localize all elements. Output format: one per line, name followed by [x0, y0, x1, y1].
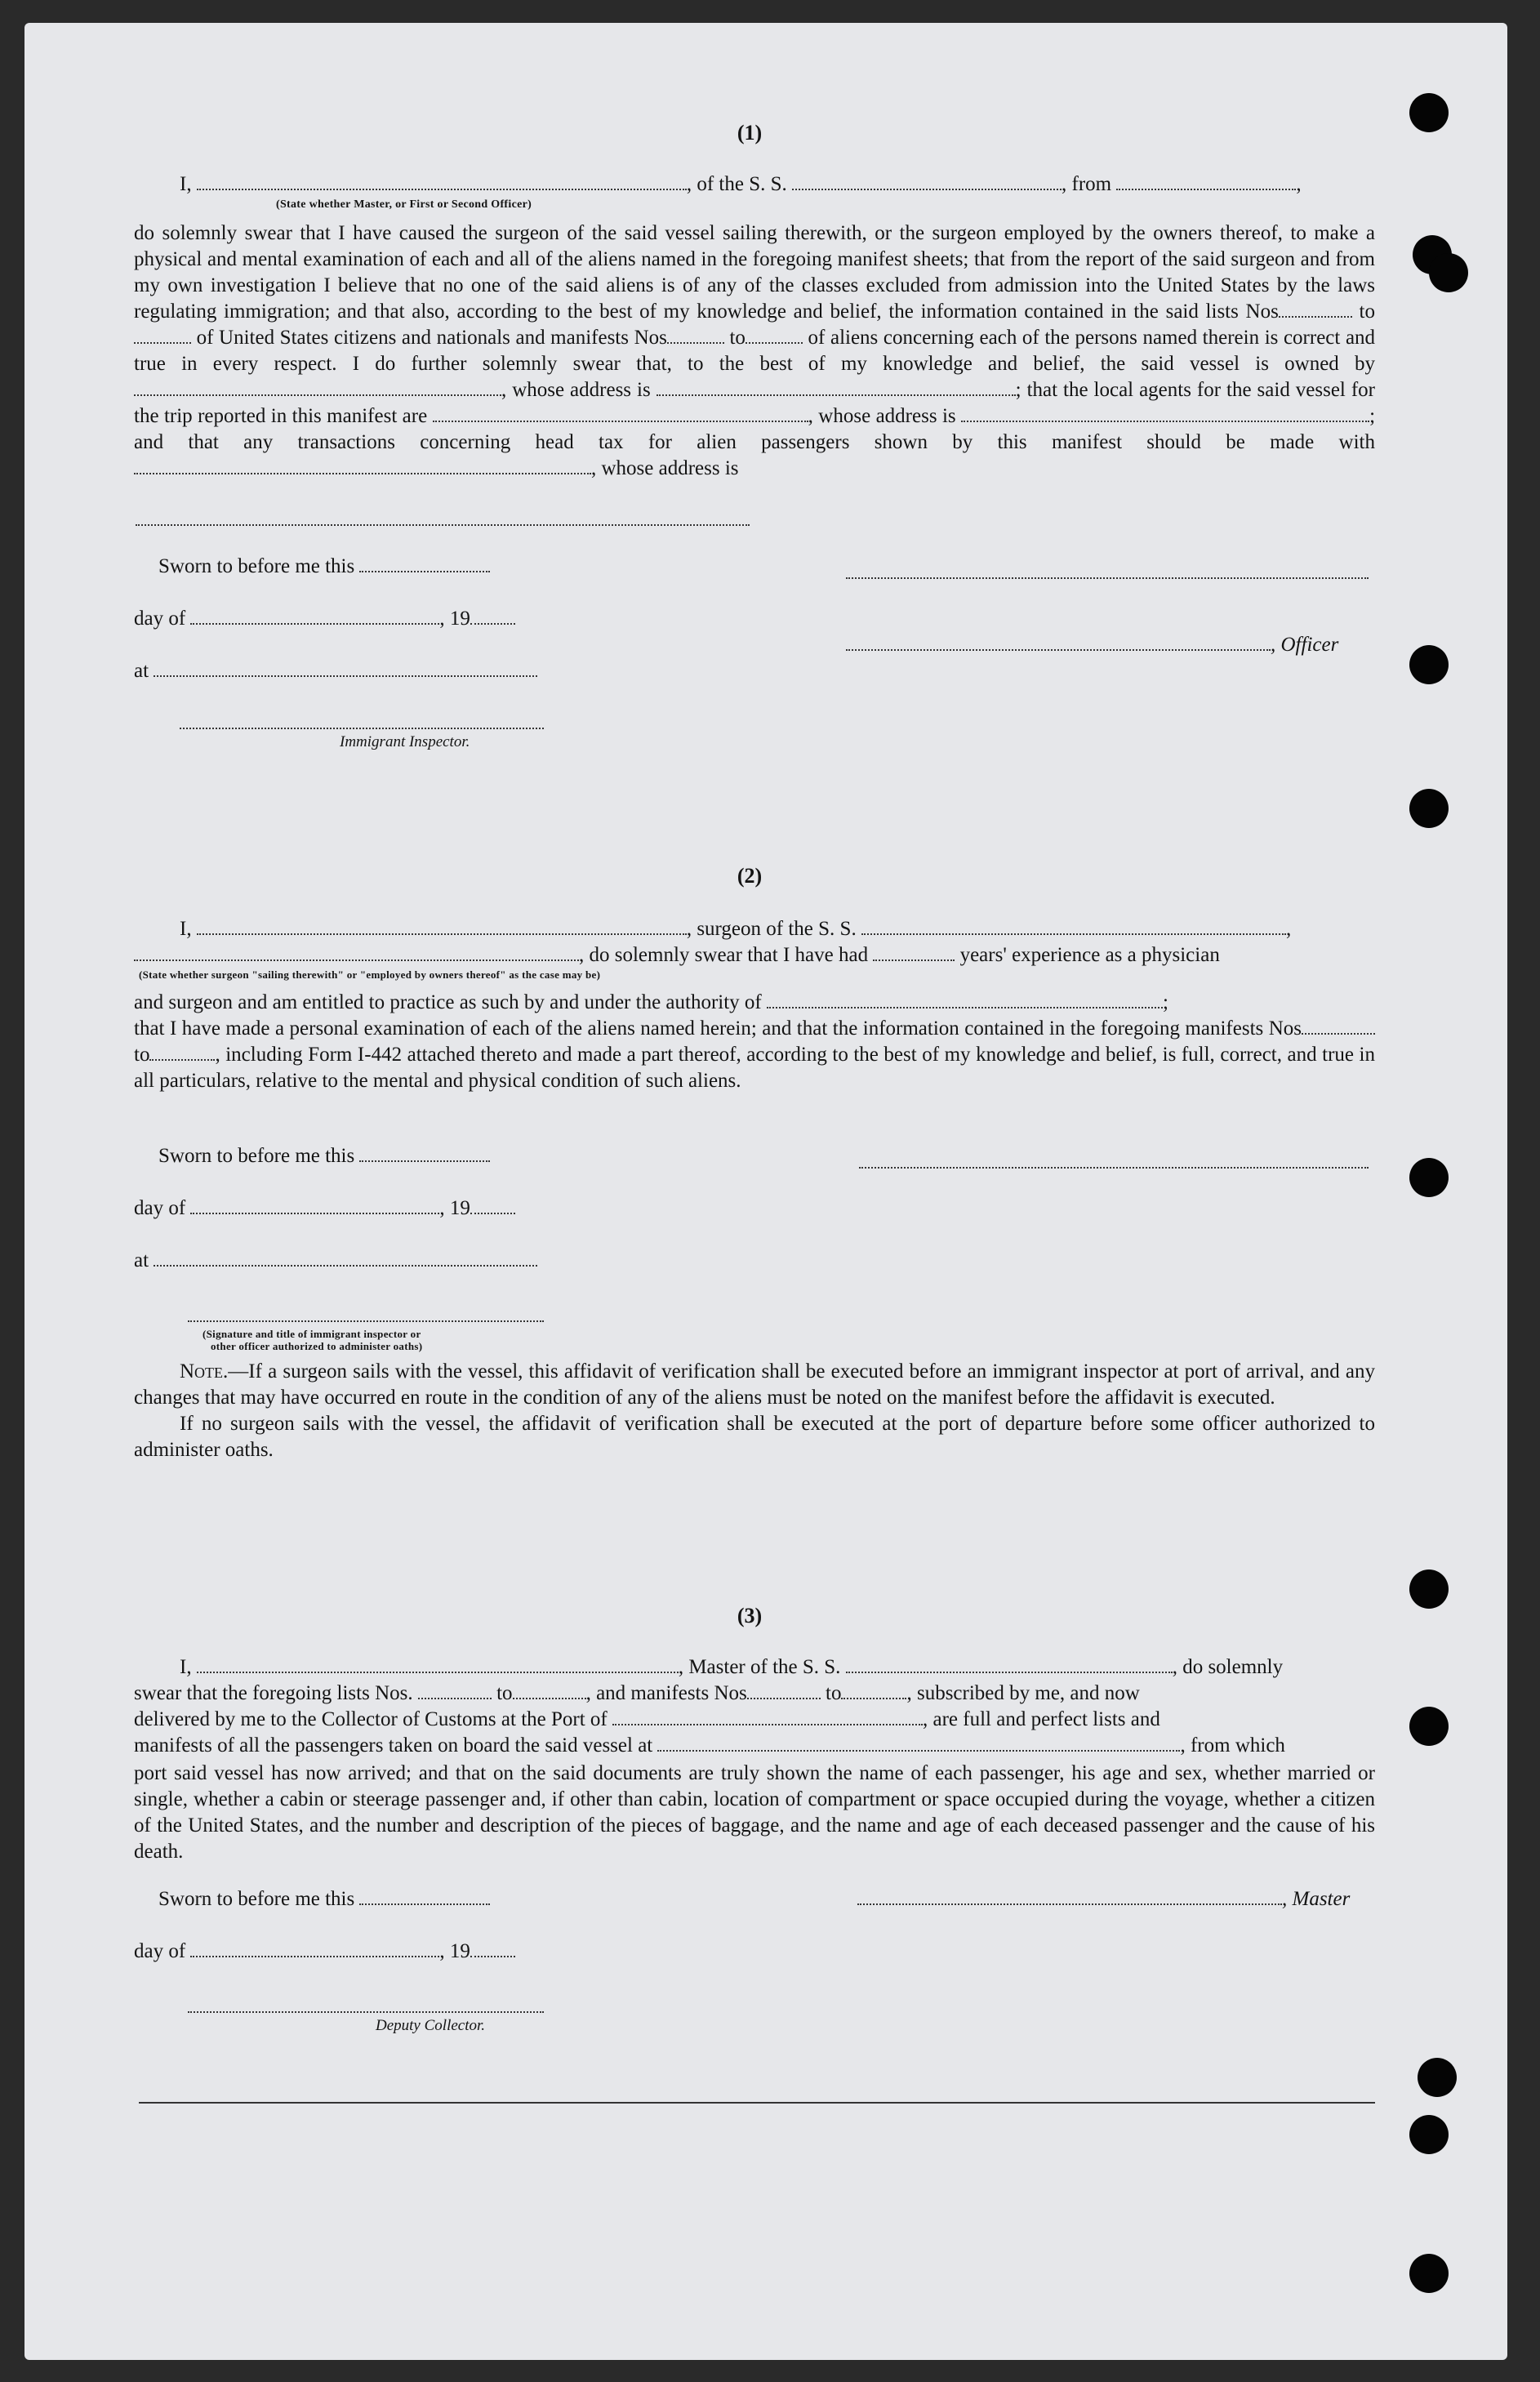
s2-manifest-from-field[interactable]: [1302, 1032, 1375, 1035]
s3-day: day of , 19: [134, 1940, 515, 1963]
binder-hole: [1409, 1158, 1449, 1197]
manifests-from-field[interactable]: [667, 341, 724, 344]
s3-sworn-date-field[interactable]: [359, 1903, 490, 1905]
owner-field[interactable]: [134, 394, 501, 396]
s3-line2: swear that the foregoing lists Nos. to , and manifests Nos to , subscribed by me, and now: [134, 1682, 1140, 1704]
section-3-body: port said vessel has now arrived; and that on the said documents are truly shown the name of each passenger, his age and sex, whether married or single, whether a cabin or steerage passenger and, if other than cabin, location of compartment or space occupied during the voyage, whether a citizen of the United States, and the number and description of the pieces of baggage, and the name and age of each deceased passenger and the cause of his death.: [134, 1762, 1375, 1863]
s2-ship-name-field[interactable]: [861, 933, 1286, 935]
location-field[interactable]: [154, 675, 537, 677]
binder-hole: [1409, 2115, 1449, 2154]
s2-month-field[interactable]: [190, 1212, 439, 1214]
s3-line1: I, , Master of the S. S. , do solemnly: [180, 1656, 1284, 1678]
binder-hole: [1409, 645, 1449, 684]
officer-signature-field[interactable]: [846, 648, 1271, 651]
section-1-body: do solemnly swear that I have caused the surgeon of the said vessel sailing therewith, or the surgeon employed by the owners thereof, to make a physical and mental examination of each and all of the aliens named in the foregoing manifest sheets; that from the report of the said surgeon and from my own investigation I believe that no one of the said aliens is of any of the classes excluded from admission into the United States by the laws regulating immigration; and that also, according to the best of my knowledge and belief, the information contained in the said lists Nos to of United States citizens and nationals and manifests Nos to of aliens concerning each of the persons named therein is correct and true in every respect. I do further solemnly swear that, to the best of my knowledge and belief, the said vessel is owned by , whose address is ; that the local agents for the said vessel for the trip reported in this manifest are , whose address is ; and that any transactions concerning head tax for alien passengers shown by this manifest should be made with , whose address is: [134, 222, 1376, 479]
section-1-number: (1): [737, 121, 763, 145]
agents-address-field[interactable]: [961, 420, 1369, 422]
surgeon-name-field[interactable]: [197, 933, 687, 935]
officer-rank-field[interactable]: [197, 188, 687, 190]
s3-line3: delivered by me to the Collector of Customs at the Port of , are full and perfect lists and: [134, 1708, 1160, 1730]
lists-from-field[interactable]: [1279, 315, 1352, 318]
manifests-to-field[interactable]: [746, 341, 803, 344]
section-2-body: that I have made a personal examination of each of the aliens named herein; and that the information contained in the foregoing manifests Nos to , including Form I-442 attached thereto and made a part thereof, according to the best of my knowledge and belief, is full, correct, and true in all particulars, relative to the mental and physical condition of such aliens.: [134, 1017, 1375, 1092]
authority-field[interactable]: [767, 1006, 1163, 1008]
binder-hole: [1429, 253, 1468, 292]
master-signature-field[interactable]: [857, 1903, 1282, 1905]
s2-surgeon-signature-field[interactable]: [859, 1166, 1369, 1169]
deputy-title: Deputy Collector.: [376, 2017, 486, 2034]
s3-year-field[interactable]: [470, 1955, 515, 1957]
s1-officer: , Officer: [846, 634, 1338, 657]
years-experience-field[interactable]: [873, 959, 955, 961]
departure-port-field[interactable]: [1116, 188, 1296, 190]
master-name-field[interactable]: [197, 1671, 679, 1673]
year-field[interactable]: [470, 622, 515, 625]
note-block: Note.—If a surgeon sails with the vessel, this affidavit of verification shall be executed before an immigrant inspector at port of arrival, and any changes that may have occurred en route in the condition of any of the aliens must be noted on the manifest before the affidavit is executed. If no surgeon sails with the vessel, the affidavit of verification shall be executed at the port of departure before some officer authorized to administer oaths.: [134, 1360, 1375, 1461]
local-agents-field[interactable]: [433, 420, 808, 422]
ship-name-field[interactable]: [792, 188, 1062, 190]
s3-sworn: Sworn to before me this: [158, 1888, 490, 1911]
port-field[interactable]: [612, 1723, 923, 1725]
s2-line2: , do solemnly swear that I have had years' experience as a physician: [134, 944, 1220, 967]
binder-hole: [1409, 1569, 1449, 1609]
s2-sworn: Sworn to before me this: [158, 1145, 490, 1168]
s2-inspector-signature-field[interactable]: [188, 1320, 544, 1322]
sig-caption-1: (Signature and title of immigrant inspector or: [203, 1328, 421, 1340]
s2-practice: and surgeon and am entitled to practice as such by and under the authority of ;: [134, 991, 1168, 1013]
s2-sworn-date-field[interactable]: [359, 1160, 490, 1162]
officer-signature-top[interactable]: [846, 577, 1369, 579]
s3-lists-to-field[interactable]: [513, 1697, 586, 1699]
officer-caption: (State whether Master, or First or Second Officer): [276, 198, 532, 211]
owner-address-field[interactable]: [657, 394, 1016, 396]
section-2-number: (2): [737, 864, 763, 888]
binder-hole: [1409, 789, 1449, 828]
s1-day: day of , 19: [134, 608, 515, 630]
binder-hole: [1409, 2254, 1449, 2293]
embark-port-field[interactable]: [657, 1749, 1180, 1752]
inspector-title: Immigrant Inspector.: [340, 733, 470, 750]
surgeon-caption: (State whether surgeon "sailing therewith" or "employed by owners thereof" as the case may be): [139, 968, 601, 981]
s3-manifests-from-field[interactable]: [747, 1697, 821, 1699]
sig-caption-2: other officer authorized to administer oaths): [211, 1340, 423, 1352]
s2-at: at: [134, 1249, 537, 1272]
surgeon-type-field[interactable]: [134, 959, 579, 961]
binder-hole: [1418, 2058, 1457, 2097]
s3-line4: manifests of all the passengers taken on board the said vessel at , from which: [134, 1734, 1285, 1756]
s3-month-field[interactable]: [190, 1955, 439, 1957]
head-tax-address-field[interactable]: [136, 523, 750, 526]
bottom-rule: [139, 2102, 1375, 2104]
s2-day: day of , 19: [134, 1197, 515, 1220]
binder-hole: [1409, 1707, 1449, 1746]
s2-line1: I, , surgeon of the S. S. ,: [180, 918, 1292, 940]
month-field[interactable]: [190, 622, 439, 625]
s1-line1: I, , of the S. S. , from ,: [180, 173, 1302, 195]
s2-year-field[interactable]: [470, 1212, 515, 1214]
s2-manifest-to-field[interactable]: [149, 1058, 215, 1061]
head-tax-contact-field[interactable]: [134, 472, 591, 474]
s1-sworn: Sworn to before me this: [158, 555, 490, 578]
s3-lists-from-field[interactable]: [418, 1697, 492, 1699]
inspector-signature-field[interactable]: [180, 727, 544, 729]
s2-location-field[interactable]: [154, 1264, 537, 1267]
section-3-number: (3): [737, 1604, 763, 1627]
s1-at: at: [134, 660, 537, 683]
sworn-date-field[interactable]: [359, 570, 490, 572]
s3-ship-name-field[interactable]: [846, 1671, 1173, 1673]
s3-master: , Master: [857, 1888, 1350, 1911]
lists-to-field[interactable]: [134, 341, 191, 344]
s3-manifests-to-field[interactable]: [841, 1697, 906, 1699]
deputy-signature-field[interactable]: [188, 2010, 544, 2013]
